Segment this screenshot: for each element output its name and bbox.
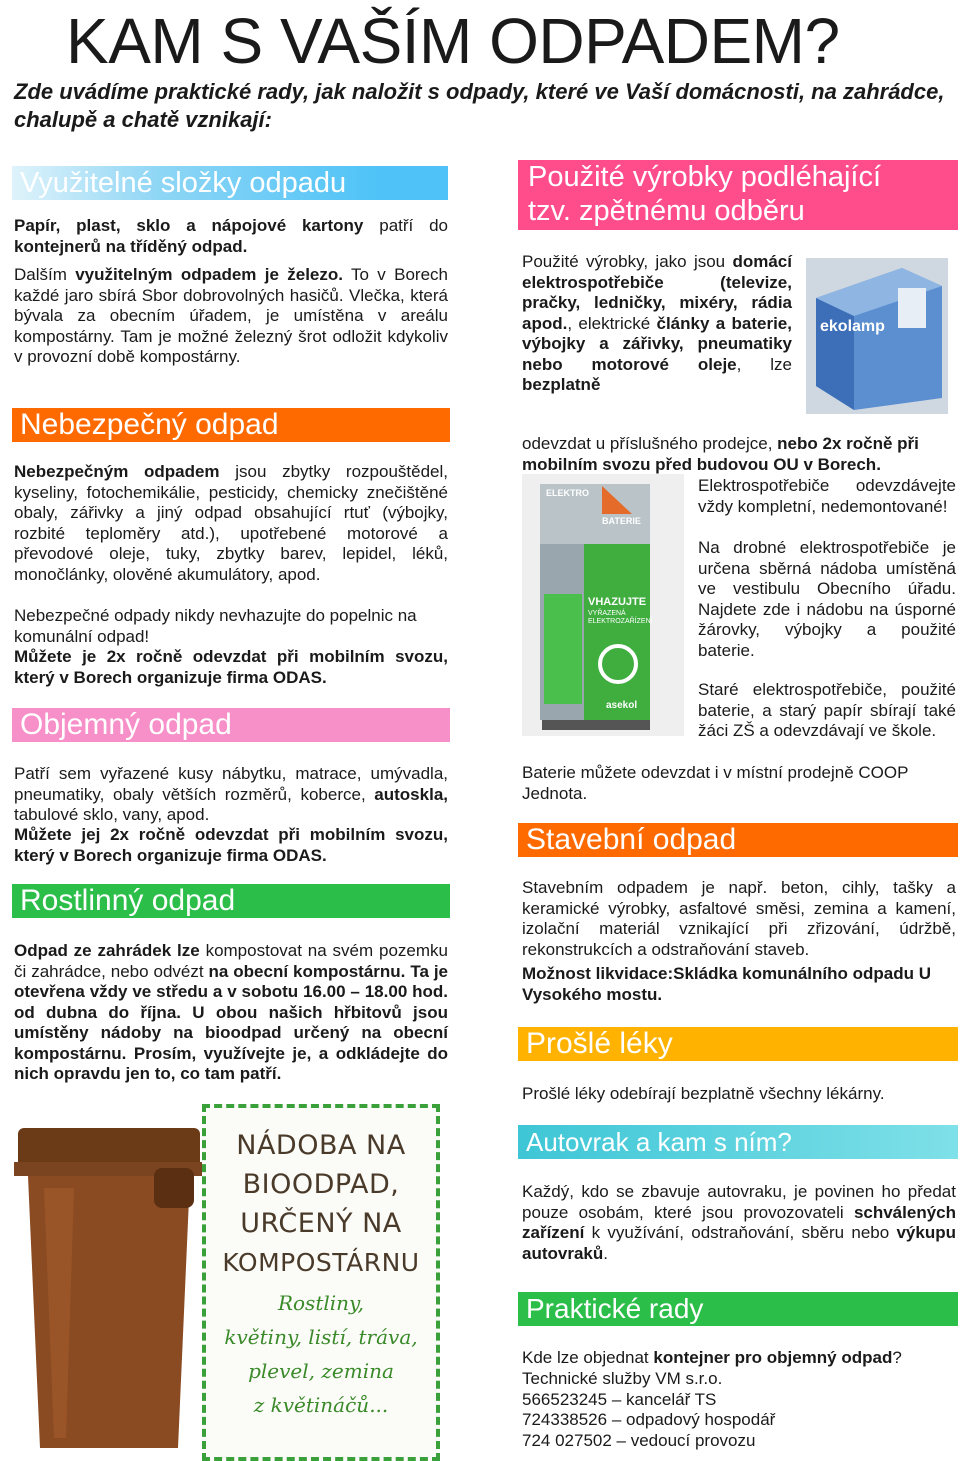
contact-line: 724338526 – odpadový hospodář [522, 1410, 776, 1429]
sign-line-6: květiny, listí, tráva, [224, 1325, 418, 1349]
tips-contacts [522, 1369, 956, 1451]
ekolamp-box-image [806, 258, 948, 414]
construction-paragraph-1: Stavebním odpadem je např. beton, cihly, tašky a keramické výrobky, asfaltové směsi, zemina a kamení, izolační materiál vznikající při zřizování, údržbě, rekonstrukcích a odstraňování staveb. [522, 878, 956, 959]
takeback-paragraph-4a: Staré elektrospotřebiče, použité baterie, a starý papír sbírají také žáci ZŠ a odevzdávají ve škole. [698, 680, 956, 740]
asekol-bin-image [522, 474, 684, 736]
tips-paragraph-1: Kde lze objednat kontejner pro objemný odpad? [522, 1348, 902, 1367]
heading-plant: Rostlinný odpad [12, 884, 450, 918]
hazardous-paragraph-1: Nebezpečným odpadem jsou zbytky rozpouštědel, kyseliny, fotochemikálie, pesticidy, chemicky znečištěné obaly, zářivky a jiný odpad obsahující rtuť (výbojky, rozbité teploměry atd.), upotřebené motorové a převodové oleje, tuky, zbytky barev, lepidel, léků, monočlánky, olověné akumulátory, apod. [14, 462, 448, 584]
heading-bulky: Objemný odpad [12, 708, 450, 742]
recyclable-paragraph-2: Dalším využitelným odpadem je železo. To v Borech každé jaro sbírá Sbor dobrovolných hasičů. Vlečka, která bývala za obecním úřadem, je umístěna v areálu kompostárny. Tam je možné železný šrot odložit kdykoliv v provozní době kompostárny. [14, 265, 448, 366]
recyclable-paragraph-1: Papír, plast, sklo a nápojové kartony patří do kontejnerů na tříděný odpad. [14, 216, 449, 256]
sign-line-3: URČENÝ NA [240, 1208, 402, 1239]
bin-label-baterie: BATERIE [602, 516, 641, 526]
bulky-paragraph-1: Patří sem vyřazené kusy nábytku, matrace, umývadla, pneumatiky, obaly větších rozměrů, koberce, autoskla, tabulové sklo, vany, apod. [14, 764, 448, 824]
sign-line-7: plevel, zemina [248, 1359, 394, 1383]
bin-label-elektro: ELEKTRO [546, 488, 590, 498]
bin-label-vhazujte: VHAZUJTE [588, 596, 647, 608]
car-paragraph-1: Každý, kdo se zbavuje autovraku, je povinen ho předat pouze osobám, které jsou provozovateli schválených zařízení k využívání, odstraňování, sběru nebo výkupu autovraků. [522, 1182, 956, 1263]
page-title: KAM S VAŠÍM ODPADEM? [66, 5, 840, 77]
bioodpad-sign [202, 1104, 440, 1461]
sign-line-1: NÁDOBA NA [236, 1130, 406, 1161]
page-subtitle: Zde uvádíme praktické rady, jak naložit s odpady, které ve Vaší domácnosti, na zahrádce, chalupě a chatě vznikají: [14, 79, 945, 132]
takeback-paragraph-2: Elektrospotřebiče odevzdávejte vždy kompletní, nedemontované! [698, 476, 956, 516]
heading-takeback: Použité výrobky podléhající tzv. zpětnému odběru [518, 160, 958, 230]
heading-recyclable-tail [376, 166, 448, 200]
heading-construction: Stavební odpad [518, 823, 958, 857]
takeback-paragraph-1b: odevzdat u příslušného prodejce, nebo 2x ročně při mobilním svozu před budovou OU v Borech. [522, 434, 919, 474]
ekolamp-label: ekolamp [820, 318, 885, 335]
medicine-paragraph-1: Prošlé léky odebírají bezplatně všechny lékárny. [522, 1084, 885, 1103]
plant-paragraph-1: Odpad ze zahrádek lze kompostovat na svém pozemku či zahrádce, nebo odvézt na obecní kompostárnu. Ta je otevřena vždy ve středu a v sobotu 16.00 – 18.00 hod. od dubna do října. U obou našich hřbitovů jsou umístěny nádoby na bioodpad určený na obecní kompostárnu. Prosím, využívejte je, a odkládejte do nich opravdu jen to, co tam patří. [14, 941, 448, 1083]
hazardous-paragraph-2: Nebezpečné odpady nikdy nevhazujte do popelnic na komunální odpad! [14, 606, 417, 646]
contact-line: 724 027502 – vedoucí provozu [522, 1430, 756, 1450]
bin-label-asekol: asekol [606, 700, 638, 711]
sign-line-8: z květináčů... [253, 1393, 389, 1417]
heading-car: Autovrak a kam s ním? [518, 1125, 958, 1159]
takeback-paragraph-1a: Použité výrobky, jako jsou domácí elektrospotřebiče (televize, pračky, ledničky, mixéry, rádia apod., elektrické články a baterie, výbojky a zářivky, pneumatiky nebo motorové oleje, lze bezplatně [522, 252, 792, 394]
bin-label-subtext: VYŘAZENÁ ELEKTROZAŘÍZENÍ [588, 610, 653, 625]
brown-bin-icon [14, 1128, 204, 1461]
heading-medicine: Prošlé léky [518, 1027, 958, 1061]
sign-line-2: BIOODPAD, [242, 1169, 400, 1200]
takeback-paragraph-3: Na drobné elektrospotřebiče je určena sběrná nádoba umístěná ve vestibulu Obecního úřadu. Najdete zde i nádobu na úsporné žárovky, výbojky a použité baterie. [698, 538, 956, 660]
construction-paragraph-2: Možnost likvidace:Skládka komunálního odpadu U Vysokého mostu. [522, 964, 932, 1004]
compost-bin-image [14, 1128, 204, 1461]
heading-tips: Praktické rady [518, 1292, 958, 1326]
sign-line-5: Rostliny, [277, 1291, 365, 1315]
hazardous-paragraph-3: Můžete je 2x ročně odevzdat při mobilním svozu, který v Borech organizuje firma ODAS. [14, 647, 448, 687]
heading-recyclable: Využitelné složky odpadu [12, 166, 376, 200]
contact-line: 566523245 – kancelář TS [522, 1389, 717, 1409]
sign-line-4: KOMPOSTÁRNU [222, 1248, 420, 1277]
heading-hazardous: Nebezpečný odpad [12, 408, 450, 442]
bulky-paragraph-2: Můžete jej 2x ročně odevzdat při mobilním svozu, který v Borech organizuje firma ODAS. [14, 825, 448, 865]
takeback-paragraph-5: Baterie můžete odevzdat i v místní prodejně COOP Jednota. [522, 763, 909, 803]
contact-line: Technické služby VM s.r.o. [522, 1369, 723, 1388]
